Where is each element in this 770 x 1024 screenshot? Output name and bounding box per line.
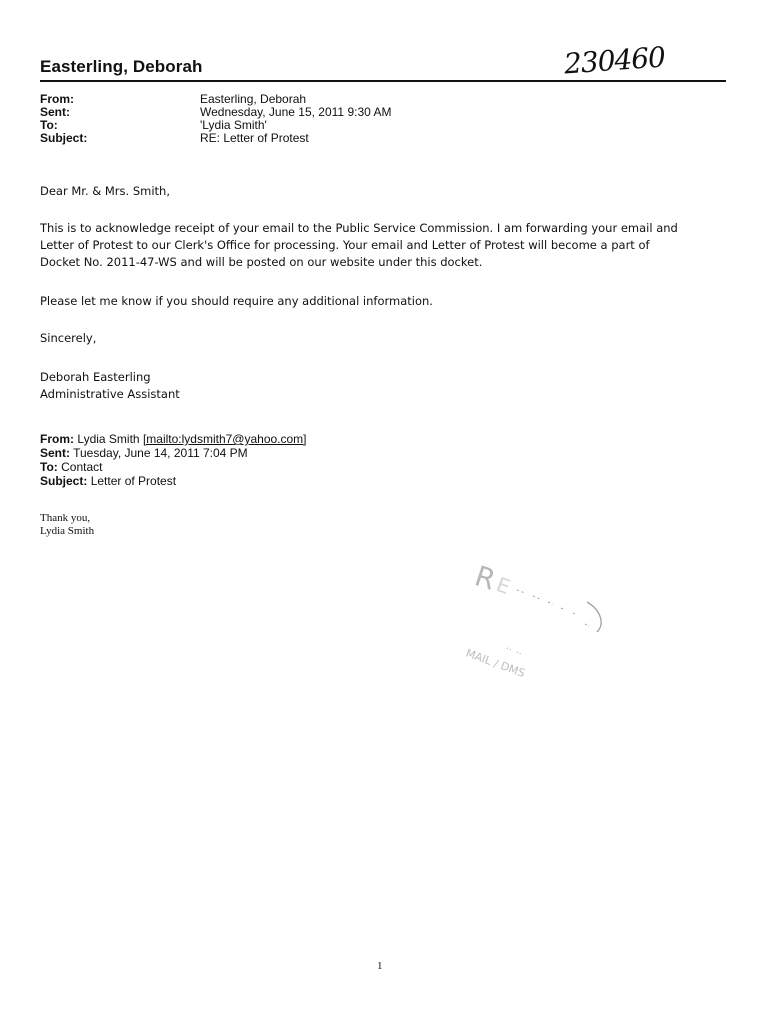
- body-paragraph-1-line-2: Letter of Protest to our Clerk's Office for processing. Your email and Letter of Protest will become a part of: [40, 238, 650, 252]
- forwarded-to-value: Contact: [61, 460, 103, 474]
- forwarded-subject-label: Subject:: [40, 474, 88, 488]
- body-paragraph-1-line-1: This is to acknowledge receipt of your email to the Public Service Commission. I am forwarding your email and: [40, 221, 678, 235]
- received-stamp: [445, 540, 645, 700]
- title-rule: [40, 80, 726, 82]
- svg-text:MAIL / DMS: MAIL / DMS: [463, 646, 527, 681]
- forwarded-sent-label: Sent:: [40, 446, 70, 460]
- greeting: Dear Mr. & Mrs. Smith,: [40, 184, 170, 198]
- body-paragraph-2: Please let me know if you should require any additional information.: [40, 294, 433, 308]
- signature-title: Administrative Assistant: [40, 387, 180, 401]
- signature-name: Deborah Easterling: [40, 370, 151, 384]
- header-sent-value: Wednesday, June 15, 2011 9:30 AM: [200, 105, 392, 119]
- header-subject-value: RE: Letter of Protest: [200, 131, 309, 145]
- body-paragraph-1-line-3: Docket No. 2011-47-WS and will be posted on our website under this docket.: [40, 255, 483, 269]
- page-title: Easterling, Deborah: [40, 57, 203, 76]
- forwarded-from-value: Lydia Smith: [77, 432, 140, 446]
- forwarded-message-line-2: Lydia Smith: [40, 525, 95, 537]
- handwritten-document-number: 230460: [562, 40, 666, 81]
- forwarded-subject-value: Letter of Protest: [90, 474, 177, 488]
- svg-text:E: E: [493, 572, 514, 600]
- forwarded-email-link[interactable]: [mailto:lydsmith7@yahoo.com]: [142, 432, 307, 446]
- forwarded-sent-row: [40, 446, 248, 460]
- header-from-value: Easterling, Deborah: [200, 92, 307, 106]
- forwarded-to-row: [40, 460, 102, 474]
- forwarded-from-label: From:: [40, 432, 74, 446]
- forwarded-sent-value: Tuesday, June 14, 2011 7:04 PM: [73, 446, 248, 460]
- forwarded-message-line-1: Thank you,: [40, 512, 91, 524]
- header-to-value: 'Lydia Smith': [200, 118, 267, 132]
- forwarded-subject-row: [40, 474, 176, 488]
- header-to-label: To:: [40, 118, 58, 132]
- svg-text:R: R: [470, 559, 500, 597]
- closing: Sincerely,: [40, 331, 97, 345]
- forwarded-from-row: [40, 432, 307, 446]
- page-number: 1: [377, 960, 383, 972]
- forwarded-to-label: To:: [40, 460, 58, 474]
- header-from-label: From:: [40, 92, 74, 106]
- header-sent-label: Sent:: [40, 105, 70, 119]
- header-subject-label: Subject:: [40, 131, 88, 145]
